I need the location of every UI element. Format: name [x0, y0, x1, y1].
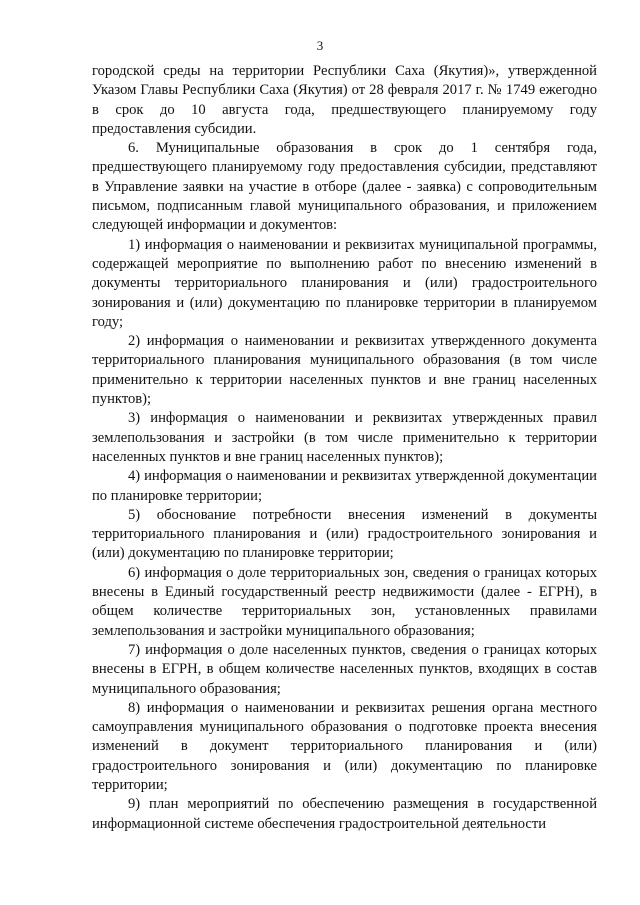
page-number: 3 [316, 38, 324, 53]
list-item-4: 4) информация о наименовании и реквизитах утвержденной документации по планировке территории; [92, 468, 597, 504]
list-item-5: 5) обоснование потребности внесения изменений в документы территориального планирования и (или) градостроительного зонирования и (или) документацию по планировке территории; [92, 506, 597, 562]
list-item-1: 1) информация о наименовании и реквизитах муниципальной программы, содержащей мероприятие по выполнению работ по внесению изменений в документы территориального планирования и (или) градостроительного зонирования и (или) документацию по планировке территории в планируемом году; [92, 236, 597, 330]
list-item-6: 6) информация о доле территориальных зон, сведения о границах которых внесены в Единый государственный реестр недвижимости (далее - ЕГРН), в общем количестве территориальных зон, установленных правилами землепользования и застройки муниципального образования; [92, 564, 597, 639]
list-item-8: 8) информация о наименовании и реквизитах решения органа местного самоуправления муниципального образования о подготовке проекта внесения изменений в документ территориального планирования и (или) градостроительного зонирования и (или) документацию по планировке территории; [92, 699, 597, 793]
document-body [92, 62, 597, 834]
paragraph-item-6: 6. Муниципальные образования в срок до 1 сентября года, предшествующего планируемому году предоставления субсидии, представляют в Управление заявки на участие в отборе (далее - заявка) с сопроводительным письмом, подписанным главой муниципального образования, и приложением следующей информации и документов: [92, 140, 597, 234]
list-item-9: 9) план мероприятий по обеспечению размещения в государственной информационной системе обеспечения градостроительной деятельности [92, 796, 597, 832]
list-item-3: 3) информация о наименовании и реквизитах утвержденных правил землепользования и застройки (в том числе применительно к территории населенных пунктов и вне границ населенных пунктов); [92, 410, 597, 465]
list-item-7: 7) информация о доле населенных пунктов, сведения о границах которых внесены в ЕГРН, в общем количестве населенных пунктов, входящих в состав муниципального образования; [92, 641, 597, 697]
paragraph-continuation: городской среды на территории Республики Саха (Якутия)», утвержденной Указом Главы Республики Саха (Якутия) от 28 февраля 2017 г. № 1749 ежегодно в срок до 10 августа года, предшествующего планируемому году предоставления субсидии. [92, 63, 597, 137]
list-item-2: 2) информация о наименовании и реквизитах утвержденного документа территориального планирования муниципального образования (в том числе применительно к территории населенных пунктов и вне границ населенных пунктов); [92, 333, 597, 408]
